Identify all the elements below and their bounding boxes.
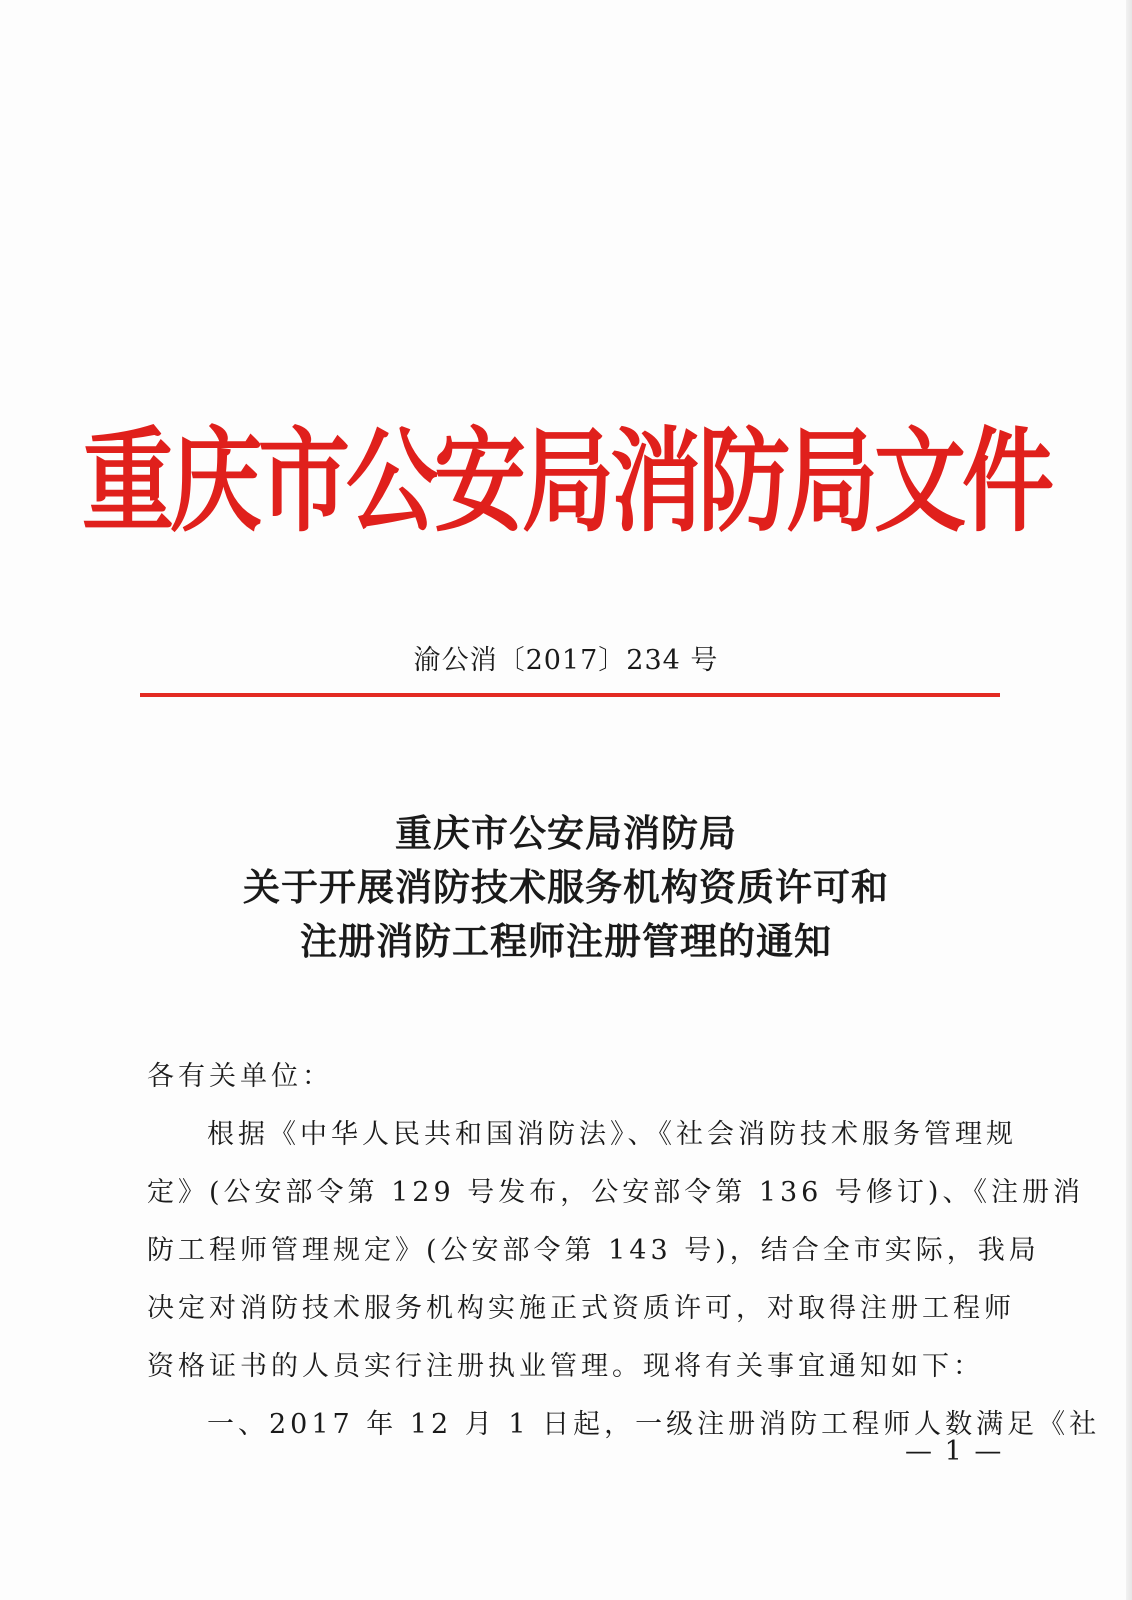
salutation: 各有关单位： — [147, 1061, 333, 1092]
body-line-2: 定》(公安部令第 129 号发布，公安部令第 136 号修订)、《注册消 — [147, 1177, 1084, 1208]
title-line-1: 重庆市公安局消防局 — [395, 811, 737, 855]
body-line-5: 资格证书的人员实行注册执业管理。现将有关事宜通知如下： — [147, 1351, 984, 1382]
body-line-1: 根据《中华人民共和国消防法》、《社会消防技术服务管理规 — [207, 1119, 1017, 1150]
scan-edge-shadow — [1126, 0, 1132, 1600]
title-line-3: 注册消防工程师注册管理的通知 — [300, 919, 832, 963]
body-line-4: 决定对消防技术服务机构实施正式资质许可，对取得注册工程师 — [147, 1293, 1015, 1324]
page-number: — 1 — — [905, 1436, 1004, 1467]
body-line-3: 防工程师管理规定》(公安部令第 143 号)，结合全市实际，我局 — [147, 1235, 1040, 1266]
document-number: 渝公消〔2017〕234 号 — [413, 645, 719, 676]
body-line-6: 一、2017 年 12 月 1 日起，一级注册消防工程师人数满足《社 — [207, 1409, 1101, 1440]
notice-title — [0, 806, 1132, 968]
red-divider-rule — [140, 693, 1000, 697]
notice-body — [147, 1048, 1101, 1454]
title-line-2: 关于开展消防技术服务机构资质许可和 — [243, 865, 889, 909]
document-masthead: 重庆市公安局消防局文件 — [82, 416, 1051, 548]
